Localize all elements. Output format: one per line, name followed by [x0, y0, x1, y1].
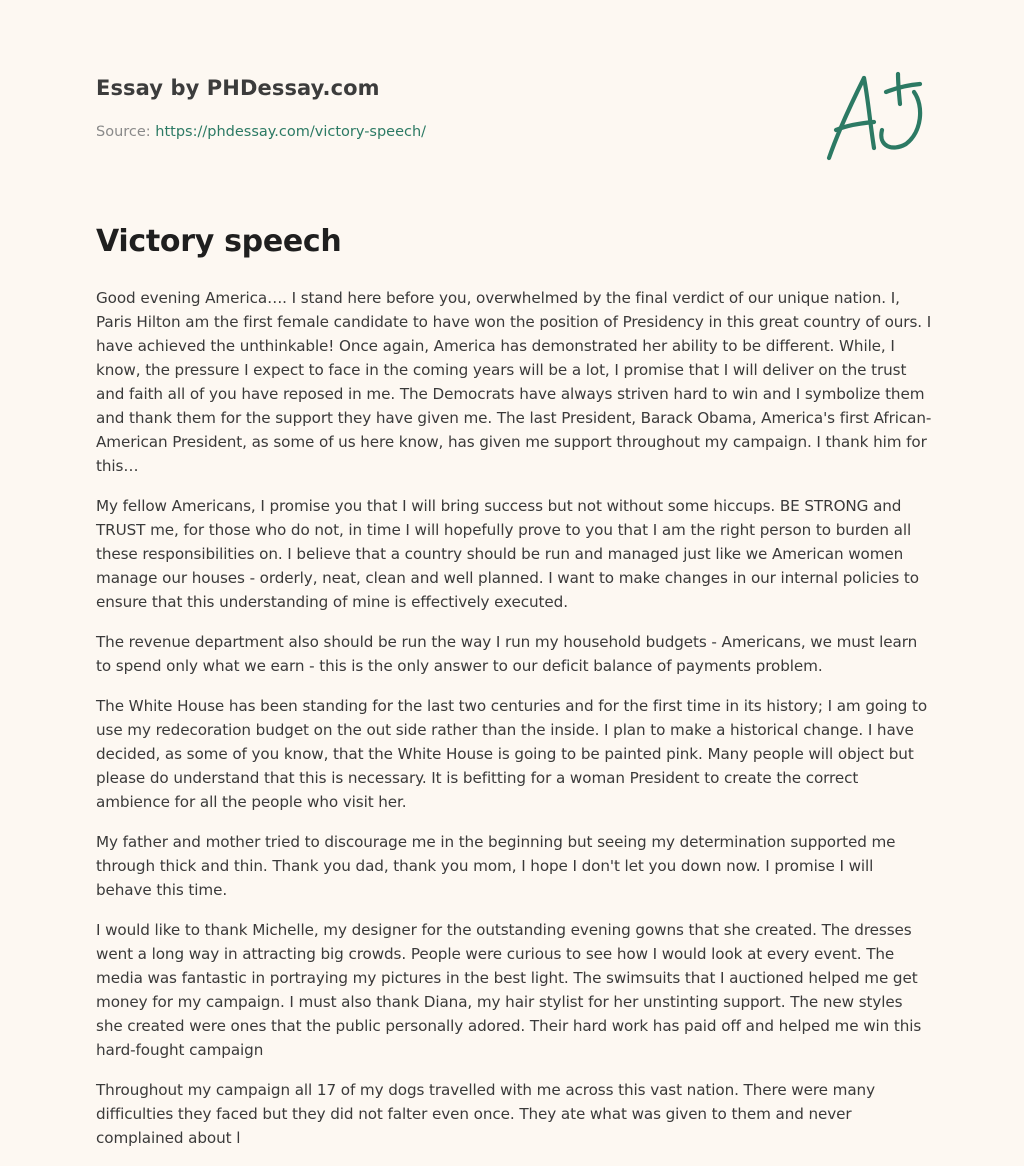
- essay-paragraph: My fellow Americans, I promise you that I will bring success but not without some hiccups. BE STRONG and TRUST me, for those who do not, in time I will hopefully prove to you that I am the right person to burden all these responsibilities on. I believe that a country should be run and managed just like we American women manage our houses - orderly, neat, clean and well planned. I want to make changes in our internal policies to ensure that this understanding of mine is effectively executed.: [96, 497, 919, 611]
- essay-paragraph: Good evening America…. I stand here before you, overwhelmed by the final verdict of our unique nation. I, Paris Hilton am the first female candidate to have won the position of Presidency in this great country of ours. I have achieved the unthinkable! Once again, America has demonstrated her ability to be different. While, I know, the pressure I expect to face in the coming years will be a lot, I promise that I will deliver on the trust and faith all of you have reposed in me. The Democrats have always striven hard to win and I symbolize them and thank them for the support they have given me. The last President, Barack Obama, America's first African-American President, as some of us here know, has given me support throughout my campaign. I thank him for this…: [96, 289, 932, 475]
- essay-paragraph: Throughout my campaign all 17 of my dogs travelled with me across this vast nation. There were many difficulties they faced but they did not falter even once. They ate what was given to them and never complained about l: [96, 1081, 875, 1147]
- source-line: [96, 124, 426, 140]
- source-link[interactable]: https://phdessay.com/victory-speech/: [155, 124, 427, 140]
- essay-title: Victory speech: [96, 224, 342, 259]
- a-plus-grade-icon: [822, 68, 928, 164]
- essay-paragraph: The revenue department also should be run the way I run my household budgets - Americans, we must learn to spend only what we earn - this is the only answer to our deficit balance of payments problem.: [96, 633, 918, 675]
- essay-paragraph: I would like to thank Michelle, my designer for the outstanding evening gowns that she created. The dresses went a long way in attracting big crowds. People were curious to see how I would look at every event. The media was fantastic in portraying my pictures in the best light. The swimsuits that I auctioned helped me get money for my campaign. I must also thank Diana, my hair stylist for her unstinting support. The new styles she created were ones that the public personally adored. Their hard work has paid off and helped me win this hard-fought campaign: [96, 921, 922, 1059]
- site-brand: Essay by PHDessay.com: [96, 76, 380, 100]
- essay-paragraph: The White House has been standing for the last two centuries and for the first time in its history; I am going to use my redecoration budget on the out side rather than the inside. I plan to make a historical change. I have decided, as some of you know, that the White House is going to be painted pink. Many people will object but please do understand that this is necessary. It is befitting for a woman President to create the correct ambience for all the people who visit her.: [96, 697, 928, 811]
- source-label: Source:: [96, 124, 156, 140]
- essay-body: [96, 286, 932, 1166]
- essay-paragraph: My father and mother tried to discourage me in the beginning but seeing my determination supported me through thick and thin. Thank you dad, thank you mom, I hope I don't let you down now. I promise I will behave this time.: [96, 833, 896, 899]
